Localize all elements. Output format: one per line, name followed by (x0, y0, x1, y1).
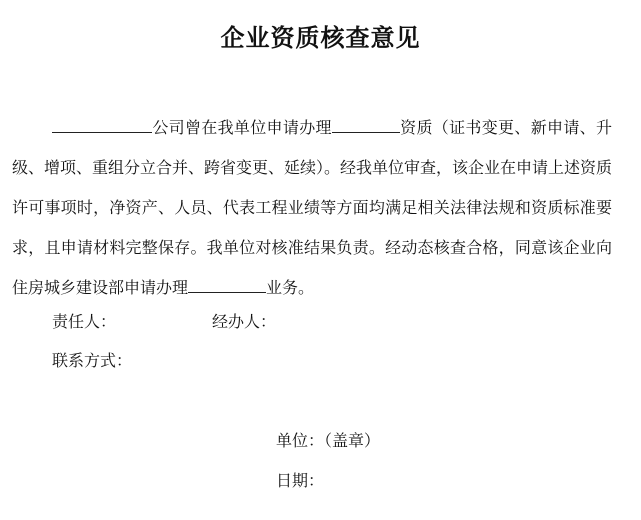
body-text-part2: 资质（证书变更、新申请、升级、增项、重组分立合并、跨省变更、延续）。经我单位审查，该企业在申请上述资质许可事项时，净资产、人员、代表工程业绩等方面均满足相关法律法规和资质标准要求，且申请材料完整保存。我单位对核准结果负责。经动态核查合格，同意该企业向住房城乡建设部申请办理 (12, 118, 613, 297)
contact-label: 联系方式： (52, 351, 133, 370)
handler-label: 经办人： (212, 312, 277, 331)
document-title: 企业资质核查意见 (220, 24, 421, 52)
body-text-part1: 公司曾在我单位申请办理 (152, 118, 332, 137)
business-blank[interactable] (188, 274, 266, 293)
qualification-blank[interactable] (332, 114, 400, 133)
body-text-part3: 业务。 (266, 278, 315, 297)
date-label: 日期： (276, 471, 325, 490)
unit-seal-label: 单位：（盖章） (276, 431, 381, 450)
company-name-blank[interactable] (52, 114, 152, 133)
responsible-person-label: 责任人： (52, 312, 117, 331)
body-paragraph (12, 108, 612, 308)
